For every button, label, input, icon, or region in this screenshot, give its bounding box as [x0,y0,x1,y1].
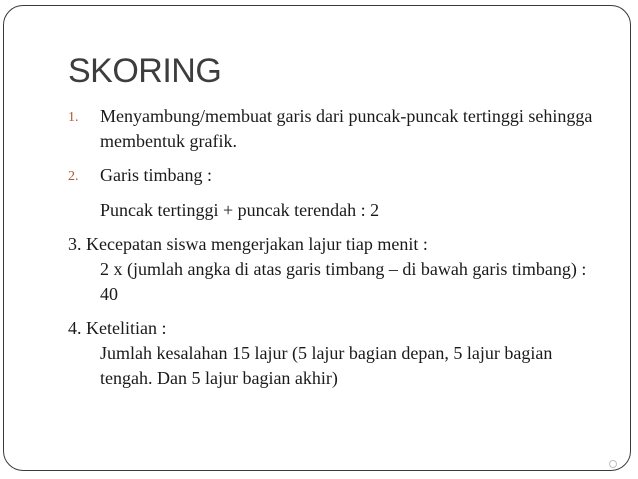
list-item-1-number: 1. [68,110,79,125]
list-item-2-text: Garis timbang : [100,165,212,185]
list-item-2-number: 2. [68,169,79,184]
slide-body [68,104,608,391]
item-3-formula: 2 x (jumlah angka di atas garis timbang – di bawah garis timbang) : 40 [100,259,587,304]
item-3-heading: 3. Kecepatan siswa mengerjakan lajur tiap menit : [68,234,428,254]
list-item-1-text: Menyambung/membuat garis dari puncak-puncak tertinggi sehingga membentuk grafik. [100,106,593,151]
item-4-heading: 4. Ketelitian : [68,318,167,338]
list-item-2-formula: Puncak tertinggi + puncak terendah : 2 [100,200,380,220]
corner-dot-decoration [609,460,617,468]
item-4-text: Jumlah kesalahan 15 lajur (5 lajur bagian depan, 5 lajur bagian tengah. Dan 5 lajur bagian akhir) [100,343,553,388]
list-item-2 [68,163,608,189]
slide-title: SKORING [68,52,222,90]
list-item-1 [68,104,608,154]
